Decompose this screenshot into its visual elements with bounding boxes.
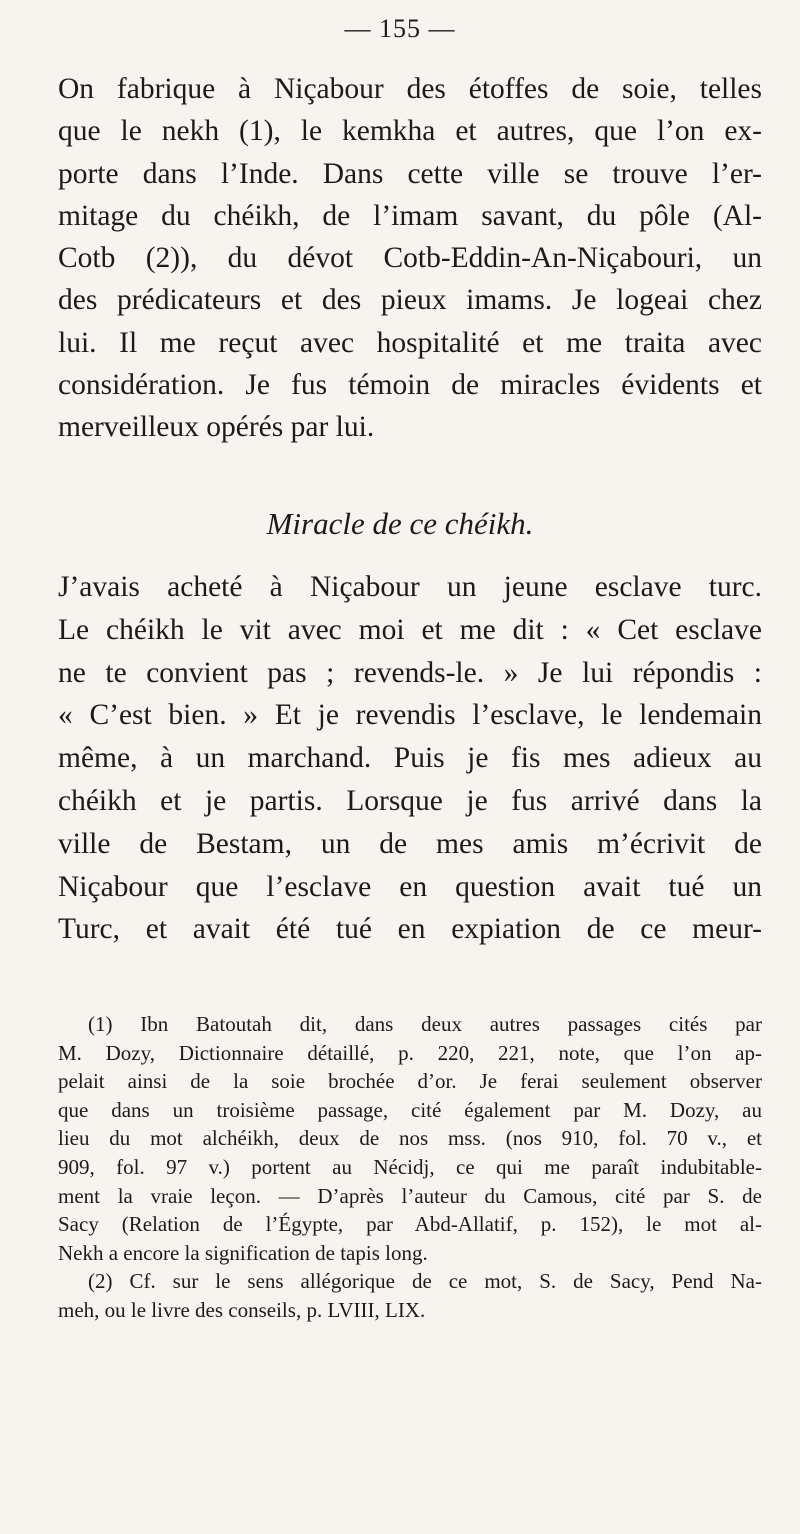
text-line: « C’est bien. » Et je revendis l’esclave, le lendemain bbox=[58, 699, 762, 732]
text-line: ville de Bestam, un de mes amis m’écrivit de bbox=[58, 827, 762, 860]
footnote-line: Sacy (Relation de l’Égypte, par Abd-Allatif, p. 152), le mot al- bbox=[58, 1212, 762, 1237]
text-line: Niçabour que l’esclave en question avait tué un bbox=[58, 870, 762, 903]
text-line: Le chéikh le vit avec moi et me dit : « Cet esclave bbox=[58, 613, 762, 646]
text-line: ne te convient pas ; revends-le. » Je lui répondis : bbox=[58, 656, 762, 689]
footnote-line: pelait ainsi de la soie brochée d’or. Je ferai seulement observer bbox=[58, 1069, 762, 1094]
footnote-line: que dans un troisième passage, cité également par M. Dozy, au bbox=[58, 1097, 762, 1122]
text-line: lui. Il me reçut avec hospitalité et me traita avec bbox=[58, 326, 762, 359]
footnote-line: lieu du mot alchéikh, deux de nos mss. (nos 910, fol. 70 v., et bbox=[58, 1126, 762, 1151]
footnote-line: Nekh a encore la signification de tapis long. bbox=[58, 1240, 428, 1265]
text-line: même, à un marchand. Puis je fis mes adieux au bbox=[58, 742, 762, 775]
footnote-line: ment la vraie leçon. — D’après l’auteur du Camous, cité par S. de bbox=[58, 1183, 762, 1208]
text-line: mitage du chéikh, de l’imam savant, du pôle (Al- bbox=[58, 199, 762, 232]
footnotes bbox=[58, 1010, 762, 1325]
text-line: On fabrique à Niçabour des étoffes de soie, telles bbox=[58, 73, 762, 105]
text-line: considération. Je fus témoin de miracles évidents et bbox=[58, 369, 762, 402]
text-line: Turc, et avait été tué en expiation de ce meur- bbox=[58, 913, 762, 946]
footnote-line: (1) Ibn Batoutah dit, dans deux autres passages cités par bbox=[88, 1012, 762, 1036]
footnote-line: M. Dozy, Dictionnaire détaillé, p. 220, 221, note, que l’on ap- bbox=[58, 1040, 762, 1065]
text-line: que le nekh (1), le kemkha et autres, que l’on ex- bbox=[58, 115, 762, 148]
text-line: porte dans l’Inde. Dans cette ville se trouve l’er- bbox=[58, 157, 762, 190]
text-line: des prédicateurs et des pieux imams. Je logeai chez bbox=[58, 284, 762, 317]
paragraph-2 bbox=[58, 566, 762, 951]
footnote-line: (2) Cf. sur le sens allégorique de ce mot, S. de Sacy, Pend Na- bbox=[88, 1269, 762, 1294]
footnote-line: meh, ou le livre des conseils, p. LVIII, LIX. bbox=[58, 1297, 426, 1322]
text-line: J’avais acheté à Niçabour un jeune esclave turc. bbox=[58, 571, 762, 603]
paragraph-1 bbox=[58, 68, 762, 449]
text-line: chéikh et je partis. Lorsque je fus arrivé dans la bbox=[58, 784, 762, 817]
text-line: merveilleux opérés par lui. bbox=[58, 411, 375, 444]
page-number: — 155 — bbox=[344, 14, 456, 43]
footnote-line: 909, fol. 97 v.) portent au Nécidj, ce qui me paraît indubitable- bbox=[58, 1154, 762, 1179]
section-heading: Miracle de ce chéikh. bbox=[266, 506, 534, 541]
text-line: Cotb (2)), du dévot Cotb-Eddin-An-Niçabouri, un bbox=[58, 242, 762, 275]
